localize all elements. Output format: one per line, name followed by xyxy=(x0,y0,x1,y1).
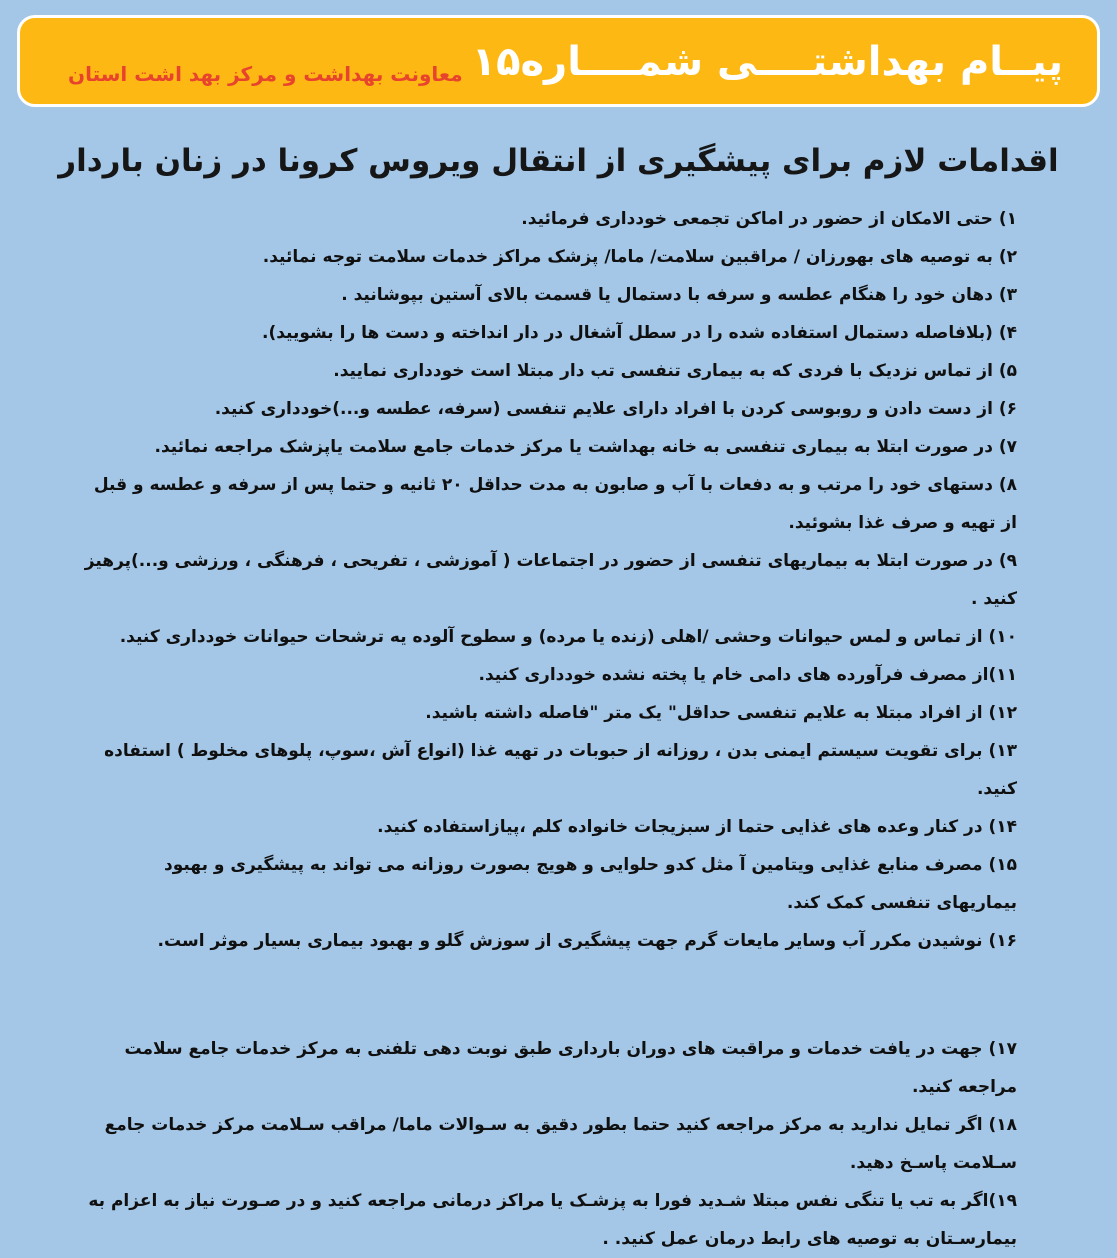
list-item: ۱۲) از افراد مبتلا به علایم تنفسی حداقل" یک متر "فاصله داشته باشید. xyxy=(425,703,1017,723)
list-item: ۲) به توصیه های بهورزان / مراقبین سلامت/ ماما/ پزشک مراکز خدمات سلامت توجه نمائید. xyxy=(262,247,1017,267)
list-item: ۱۷) جهت در یافت خدمات و مراقبت های دوران بارداری طبق نوبت دهی تلفنی به مرکز خدمات جامع سلامت مراجعه کنید. xyxy=(124,1039,1017,1097)
header-banner xyxy=(17,15,1100,107)
list-item: ۱) حتی الامکان از حضور در اماکن تجمعی خودداری فرمائید. xyxy=(521,209,1017,229)
list-item: ۹) در صورت ابتلا به بیماریهای تنفسی از حضور در اجتماعات ( آموزشی ، تفریحی ، فرهنگی ، ورزشی و...)پرهیز کنید . xyxy=(84,551,1017,609)
list-item: ۱۶) نوشیدن مکرر آب وسایر مایعات گرم جهت پیشگیری از سوزش گلو و بهبود بیماری بسیار موثر است. xyxy=(157,931,1017,951)
banner-title: پیــام بهداشتــــی شمــــاره۱۵ xyxy=(471,39,1063,85)
list-item: ۳) دهان خود را هنگام عطسه و سرفه با دستمال یا قسمت بالای آستین بپوشانید . xyxy=(341,285,1017,305)
list-item: ۱۳) برای تقویت سیستم ایمنی بدن ، روزانه از حبوبات در تهیه غذا (انواع آش ،سوپ، پلوهای مخلوط ) استفاده کنید. xyxy=(104,741,1017,799)
list-item: ۱۱)از مصرف فرآورده های دامی خام یا پخته نشده خودداری کنید. xyxy=(478,665,1017,685)
list-item: ۸) دستهای خود را مرتب و به دفعات با آب و صابون به مدت حداقل ۲۰ ثانیه و حتما پس از سرفه و عطسه و قبل از تهیه و صرف غذا بشوئید. xyxy=(93,475,1017,533)
list-item: ۱۴) در کنار وعده های غذایی حتما از سبزیجات خانواده کلم ،پیازاستفاده کنید. xyxy=(377,817,1017,837)
list-item: ۱۰) از تماس و لمس حیوانات وحشی /اهلی (زنده یا مرده) و سطوح آلوده یه ترشحات حیوانات خودداری کنید. xyxy=(119,627,1017,647)
list-item: ۵) از تماس نزدیک با فردی که به بیماری تنفسی تب دار مبتلا است خودداری نمایید. xyxy=(333,361,1017,381)
list-item: ۷) در صورت ابتلا به بیماری تنفسی به خانه بهداشت یا مرکز خدمات جامع سلامت یاپزشک مراجعه نمائید. xyxy=(154,437,1017,457)
banner-subtitle: معاونت بهداشت و مرکز بهد اشت استان xyxy=(68,62,463,86)
list-item: ۱۵) مصرف منابع غذایی ویتامین آ مثل کدو حلوایی و هویج بصورت روزانه می تواند به پیشگیری و بهبود بیماریهای تنفسی کمک کند. xyxy=(164,855,1017,913)
list-item: ۱۹)اگر به تب یا تنگی نفس مبتلا شـدید فورا به پزشـک یا مراکز درمانی مراجعه کنید و در صـورت نیاز به اعزام به بیمارسـتان به توصیه های رابط درمان عمل کنید. . xyxy=(88,1191,1017,1249)
instructions-list xyxy=(0,200,1117,1258)
list-item: ۱۸) اگر تمایل ندارید به مرکز مراجعه کنید حتما بطور دقیق به سـوالات ماما/ مراقب سـلامت مرکز خدمات جامع سـلامت پاسـخ دهید. xyxy=(104,1115,1017,1173)
list-item: ۶) از دست دادن و روبوسی کردن با افراد دارای علایم تنفسی (سرفه، عطسه و...)خودداری کنید. xyxy=(214,399,1017,419)
list-item: ۴) (بلافاصله دستمال استفاده شده را در سطل آشغال در دار انداخته و دست ها را بشویید). xyxy=(261,323,1017,343)
page-heading: اقدامات لازم برای پیشگیری از انتقال ویروس کرونا در زنان باردار xyxy=(58,143,1059,179)
